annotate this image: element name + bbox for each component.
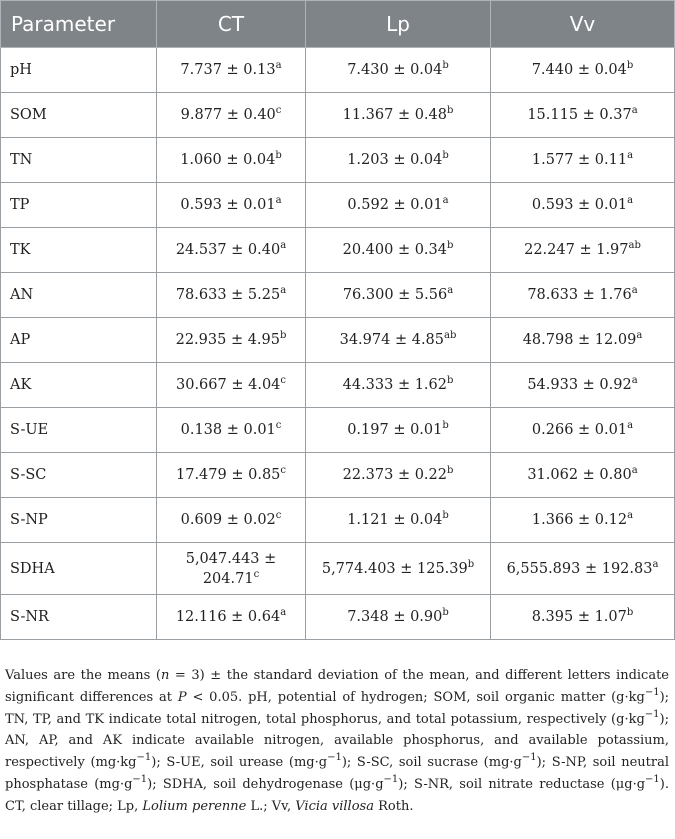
ct-cell: 9.877 ± 0.40$^c$: [157, 93, 306, 138]
param-cell: S-NP: [1, 498, 157, 543]
param-cell: SOM: [1, 93, 157, 138]
table-row: [1, 93, 675, 138]
lp-cell: 11.367 ± 0.48$^b$: [306, 93, 491, 138]
lp-cell: 20.400 ± 0.34$^b$: [306, 228, 491, 273]
vv-cell: 54.933 ± 0.92$^a$: [491, 363, 675, 408]
lp-cell: 0.197 ± 0.01$^b$: [306, 408, 491, 453]
ct-cell: 0.609 ± 0.02$^c$: [157, 498, 306, 543]
table-row: [1, 408, 675, 453]
lp-cell: 34.974 ± 4.85$^{ab}$: [306, 318, 491, 363]
table-row: [1, 48, 675, 93]
table-row: [1, 138, 675, 183]
ct-cell: 5,047.443 ± 204.71$^c$: [157, 543, 306, 595]
ct-cell: 24.537 ± 0.40$^a$: [157, 228, 306, 273]
vv-cell: 1.366 ± 0.12$^a$: [491, 498, 675, 543]
vv-cell: 0.593 ± 0.01$^a$: [491, 183, 675, 228]
table-row: [1, 273, 675, 318]
table-row: [1, 183, 675, 228]
vv-cell: 1.577 ± 0.11$^a$: [491, 138, 675, 183]
param-cell: AP: [1, 318, 157, 363]
lp-cell: 1.121 ± 0.04$^b$: [306, 498, 491, 543]
param-cell: TK: [1, 228, 157, 273]
param-cell: SDHA: [1, 543, 157, 595]
vv-cell: 6,555.893 ± 192.83$^a$: [491, 543, 675, 595]
lp-cell: 5,774.403 ± 125.39$^b$: [306, 543, 491, 595]
lp-cell: 7.348 ± 0.90$^b$: [306, 595, 491, 640]
vv-cell: 22.247 ± 1.97$^{ab}$: [491, 228, 675, 273]
vv-cell: 31.062 ± 0.80$^a$: [491, 453, 675, 498]
vv-cell: 8.395 ± 1.07$^b$: [491, 595, 675, 640]
ct-cell: 7.737 ± 0.13$^a$: [157, 48, 306, 93]
lp-cell: 1.203 ± 0.04$^b$: [306, 138, 491, 183]
table-row: [1, 318, 675, 363]
table-row: [1, 498, 675, 543]
lp-cell: 7.430 ± 0.04$^b$: [306, 48, 491, 93]
header-lp: Lp: [306, 1, 491, 48]
table-row: [1, 453, 675, 498]
table-row: [1, 363, 675, 408]
param-cell: AN: [1, 273, 157, 318]
ct-cell: 30.667 ± 4.04$^c$: [157, 363, 306, 408]
ct-cell: 0.593 ± 0.01$^a$: [157, 183, 306, 228]
vv-cell: 7.440 ± 0.04$^b$: [491, 48, 675, 93]
lp-cell: 0.592 ± 0.01$^a$: [306, 183, 491, 228]
vv-cell: 78.633 ± 1.76$^a$: [491, 273, 675, 318]
ct-cell: 12.116 ± 0.64$^a$: [157, 595, 306, 640]
param-cell: S-UE: [1, 408, 157, 453]
param-cell: AK: [1, 363, 157, 408]
ct-cell: 0.138 ± 0.01$^c$: [157, 408, 306, 453]
vv-cell: 15.115 ± 0.37$^a$: [491, 93, 675, 138]
lp-cell: 22.373 ± 0.22$^b$: [306, 453, 491, 498]
param-cell: pH: [1, 48, 157, 93]
lp-cell: 44.333 ± 1.62$^b$: [306, 363, 491, 408]
param-cell: S-NR: [1, 595, 157, 640]
table-row: [1, 228, 675, 273]
vv-cell: 48.798 ± 12.09$^a$: [491, 318, 675, 363]
param-cell: S-SC: [1, 453, 157, 498]
ct-cell: 1.060 ± 0.04$^b$: [157, 138, 306, 183]
param-cell: TP: [1, 183, 157, 228]
table-row: [1, 595, 675, 640]
table-footnote: Values are the means (n = 3) ± the standard deviation of the mean, and different letters indicate significant differences at P < 0.05. pH, potential of hydrogen; SOM, soil organic matter $(g\cdot kg^{-1})$; TN, TP, and TK indicate total nitrogen, total phosphorus, and total potassium, respectively $(g\cdot kg^{-1})$; AN, AP, and AK indicate available nitrogen, available phosphorus, and available potassium, respectively $(mg\cdot kg^{-1})$; S-UE, soil urease $(mg\cdot g^{-1})$; S-SC, soil sucrase $(mg\cdot g^{-1})$; S-NP, soil neutral phosphatase $(mg\cdot g^{-1})$; SDHA, soil dehydrogenase $(\mu g\cdot g^{-1})$; S-NR, soil nitrate reductase $(\mu g\cdot g^{-1})$. CT, clear tillage; Lp, Lolium perenne L.; Vv, Vicia villosa Roth.: [5, 668, 670, 814]
table-header-row: [1, 1, 675, 48]
ct-cell: 22.935 ± 4.95$^b$: [157, 318, 306, 363]
lp-cell: 76.300 ± 5.56$^a$: [306, 273, 491, 318]
header-vv: Vv: [491, 1, 675, 48]
ct-cell: 17.479 ± 0.85$^c$: [157, 453, 306, 498]
header-ct: CT: [157, 1, 306, 48]
vv-cell: 0.266 ± 0.01$^a$: [491, 408, 675, 453]
table-row: [1, 543, 675, 595]
ct-cell: 78.633 ± 5.25$^a$: [157, 273, 306, 318]
header-parameter: Parameter: [1, 1, 157, 48]
param-cell: TN: [1, 138, 157, 183]
